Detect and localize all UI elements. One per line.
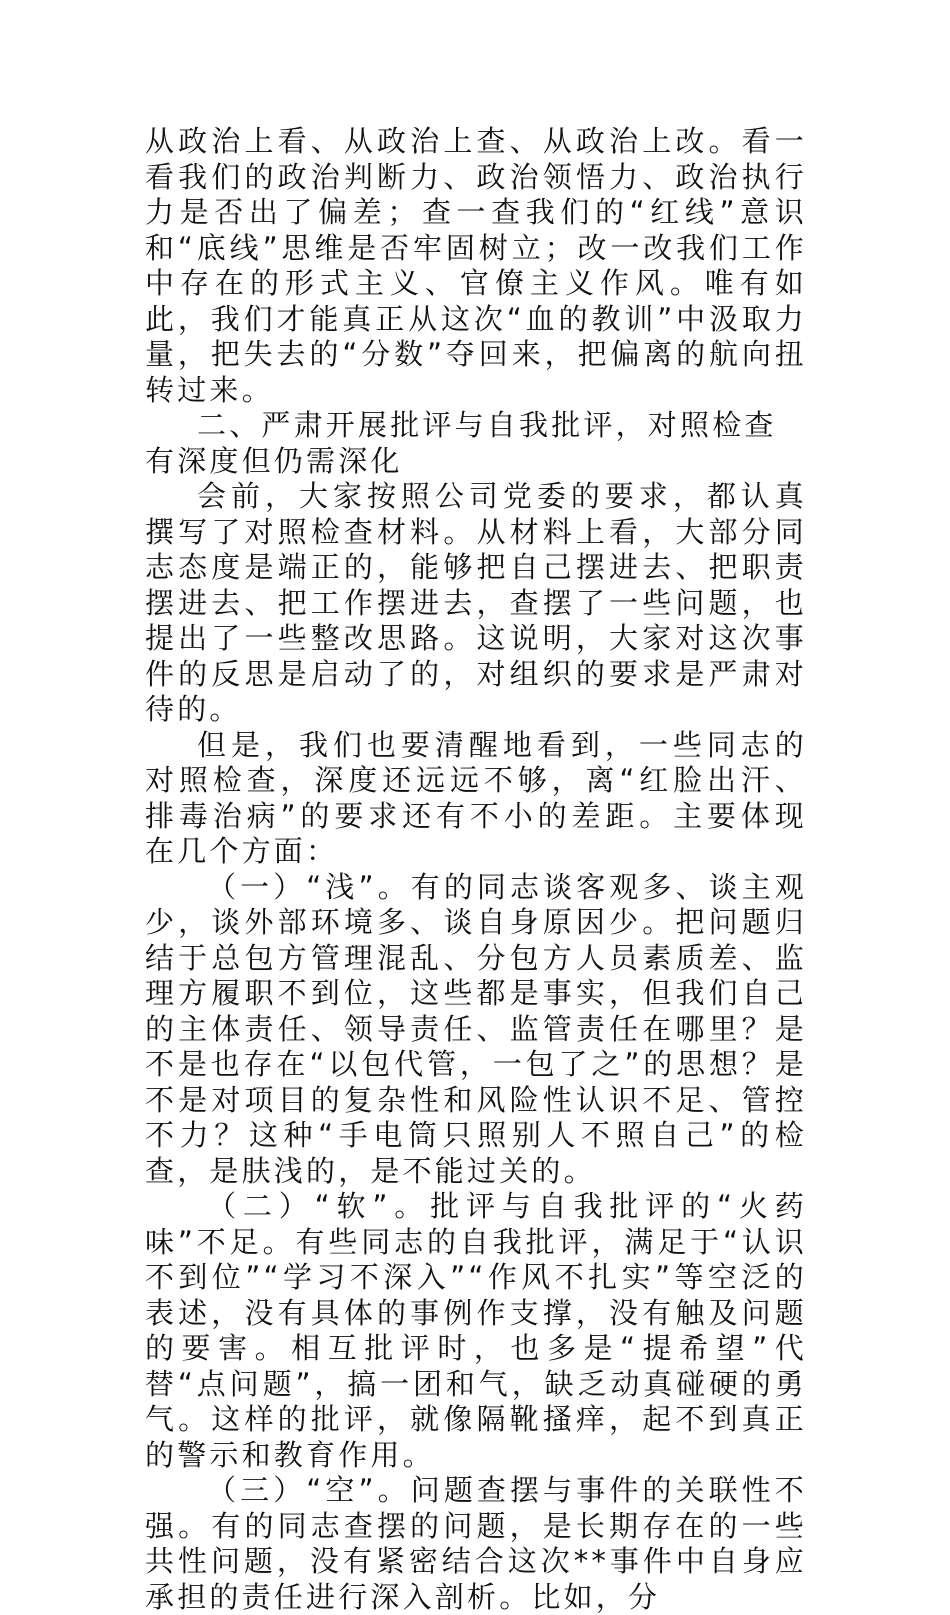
- paragraph-however: 但是，我们也要清醒地看到，一些同志的对照检查，深度还远远不够，离“红脸出汗、排毒治病”的要求还有不小的差距。主要体现在几个方面：: [145, 727, 807, 868]
- subpoint-shallow: （一）“浅”。有的同志谈客观多、谈主观少，谈外部环境多、谈自身原因少。把问题归结于总包方管理混乱、分包方人员素质差、监理方履职不到位，这些都是事实，但我们自己的主体责任、领导责任、监管责任在哪里？是不是也存在“以包代管，一包了之”的思想？是不是对项目的复杂性和风险性认识不足、管控不力？这种“手电筒只照别人不照自己”的检查，是肤浅的，是不能过关的。: [145, 869, 807, 1188]
- section-heading-two: 二、严肃开展批评与自我批评，对照检查有深度但仍需深化: [145, 408, 777, 478]
- paragraph-pre-meeting: 会前，大家按照公司党委的要求，都认真撰写了对照检查材料。从材料上看，大部分同志态度是端正的，能够把自己摆进去、把职责摆进去、把工作摆进去，查摆了一些问题，也提出了一些整改思路。这说明，大家对这次事件的反思是启动了的，对组织的要求是严肃对待的。: [145, 479, 807, 726]
- paragraph-political-review: 从政治上看、从政治上查、从政治上改。看一看我们的政治判断力、政治领悟力、政治执行力是否出了偏差；查一查我们的“红线”意识和“底线”思维是否牢固树立；改一改我们工作中存在的形式主义、官僚主义作风。唯有如此，我们才能真正从这次“血的教训”中汲取力量，把失去的“分数”夺回来，把偏离的航向扭转过来。: [145, 124, 807, 407]
- document-page: [145, 124, 807, 1615]
- subpoint-soft: （二）“软”。批评与自我批评的“火药味”不足。有些同志的自我批评，满足于“认识不到位”“学习不深入”“作风不扎实”等空泛的表述，没有具体的事例作支撑，没有触及问题的要害。相互批评时，也多是“提希望”代替“点问题”，搞一团和气，缺乏动真碰硬的勇气。这样的批评，就像隔靴搔痒，起不到真正的警示和教育作用。: [145, 1189, 807, 1472]
- subpoint-empty: （三）“空”。问题查摆与事件的关联性不强。有的同志查摆的问题，是长期存在的一些共性问题，没有紧密结合这次**事件中自身应承担的责任进行深入剖析。比如，分: [145, 1473, 807, 1614]
